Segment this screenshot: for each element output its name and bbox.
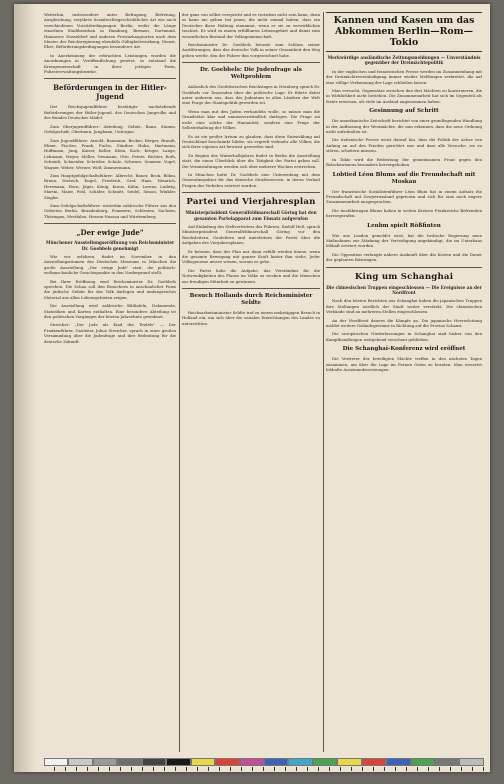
scale-tick [363,767,374,771]
paragraph: Man versucht, Gegensätze zwischen den drei Mächten zu konstruieren, die in Wirklichkeit nicht bestehen. Die Zusammenarbeit hat sich im Gegenteil als fester erwiesen, als viele im Ausland angenommen haben. [326,88,482,104]
divider [44,223,176,224]
scale-tick [385,767,396,771]
color-swatch [240,758,264,766]
column-2 [182,12,320,752]
paragraph: Zum Gefolgschaftsführer: weiterhin zahlreiche Führer aus den Gebieten Berlin, Brandenburg, Pommern, Schlesien, Sachsen, Thüringen, Westfalen, Hessen-Nassau und Württemberg. [44,202,176,219]
color-swatch [459,758,483,766]
color-swatch [337,758,361,766]
paragraph: In Tokio wird die Bedeutung der gemeinsamen Front gegen den Bolschewismus besonders hervorgehoben. [326,156,482,168]
scale-tick [396,767,407,771]
scale-tick [462,767,473,771]
paragraph: Auf Einladung des Stellvertreters des Führers, Rudolf Heß, sprach Ministerpräsident Generalfeldmarschall Göring vor den Reichsleitern, Gauleitern und Amtsleitern der Partei über die Aufgaben des Vierjahresplanes. [182,223,320,246]
color-swatch [93,758,117,766]
headline-seldte: Besuch Hollands durch Reichsminister Seldte [189,293,313,307]
scale-tick [418,767,429,771]
paragraph: Reichsarbeitsminister Seldte traf zu einem mehrtägigen Besuch in Holland ein, um sich über die sozialen Einrichtungen des Landes zu unterrichten. [182,310,320,326]
paragraph: Er betonte, dass der Plan nur dann erfüllt werden könne, wenn die gesamte Bewegung mit ganzer Kraft hinter ihm stehe. Jeder Volksgenosse müsse wissen, worum es gehe. [182,248,320,265]
color-swatch [142,758,166,766]
paragraph: Die Vertreter der beteiligten Mächte treffen in den nächsten Tagen zusammen, um über die Lage im Fernen Osten zu beraten. Man erwartet lebhafte Auseinandersetzungen. [326,356,482,373]
paragraph: Zum Hauptgefolgschaftsführer: Albrecht, Bauer, Beck, Böhm, Braun, Dietrich, Engel, Friedrich, Graf, Haas, Heinrich, Herrmann, Horn, Jäger, König, Kraus, Kühn, Lorenz, Ludwig, Martin, Maier, Pohl, Schäfer, Schmitt, Seidel, Simon, Winkler, Ziegler. [44,172,176,200]
scale-tick [55,767,66,771]
color-swatch [191,758,215,766]
scale-tick [253,767,264,771]
paragraph: der ganz von selbst verspricht und es trotzdem nicht sein kann, denn es kann nie gehen bei jenen, die nicht einmal haben, dass ein Deutscher diese Haltung einnimmt, wenn er sie zu verwirklichen trachtet. Es wird zu einem erfüllbaren Lebensgebiet und damit zum wesentlichen Bestand der Volksgemeinschaft. [182,12,320,39]
binding-shadow [14,4,36,772]
masthead-block [326,12,482,52]
color-swatch [386,758,410,766]
headline-schanghai: King um Schanghai [354,271,454,282]
paragraph: Wenn man mit den Juden verhandeln wolle, so müsse man die Grundsätze klar und unmissverständlich darlegen. Die Frage sei nicht eine solche der Humanität, sondern eine Frage der Selbsterhaltung der Völker. [182,108,320,131]
color-calibration-bar [44,758,484,766]
paragraph: Die Ausstellung wird zahlreiche Bildtafeln, Dokumente, Statistiken und Karten enthalten. Eine besondere Abteilung ist den politischen Vorgängen der letzten Jahrzehnte gewidmet. [44,303,176,320]
paragraph: Die amerikanische Zeitschrift berichtet von einer grundlegenden Wandlung in der Auffassung der Westmächte, die nun erkennen, dass die neue Ordnung nicht aufzuhalten ist. [326,118,482,135]
scale-tick [198,767,209,771]
subheadline: Die chinesischen Truppen eingeschlossen — Die Ereignisse an der Nordfront [326,284,482,295]
paragraph: Reichsminister Dr. Goebbels betonte zum Schluss seiner Ausführungen, dass das deutsche Volk in seiner Gesamtheit den Weg gehen werde, den der Führer ihm vorgezeichnet habe. [182,42,320,58]
headline-konferenz: Die Schanghai-Konferenz wird eröffnet [342,346,466,353]
scale-ruler [44,767,484,771]
scale-tick [286,767,297,771]
paragraph: Wie aus London gemeldet wird, hat die britische Regierung neue Maßnahmen zur Stärkung der Verteidigung angekündigt, die im Unterhaus lebhaft erörtert wurden. [326,232,482,249]
scale-tick [374,767,385,771]
subheadline: Münchener Ausstellungseröffnung von Reichsminister Dr. Goebbels genehmigt [45,240,175,251]
divider [326,267,482,268]
scale-tick [352,767,363,771]
paragraph: An der Nordfront dauern die Kämpfe an. Die japanische Heeresleitung meldet weitere Geländegewinne in Richtung auf die Provinz Schansi. [326,317,482,328]
paragraph: Zu Beginn des Winterhalbjahres findet in Berlin die Ausstellung statt, die einen Überblick über die Tätigkeit der Partei geben soll. Die Veranstaltungen werden sich über mehrere Wochen erstrecken. [182,152,320,169]
scale-tick [451,767,462,771]
scale-tick [143,767,154,771]
divider [182,62,320,63]
column-rule [323,12,324,752]
subheadline: Merkwürdige ausländische Zeitungsmeldungen — Unverständnis gegenüber der Dreimächtepolitik [327,55,481,66]
divider [182,192,320,193]
scale-tick [407,767,418,771]
paragraph: In der englischen und französischen Presse werden im Zusammenhang mit der Dreimächteverständigung immer wieder Meldungen verbreitet, die auf eine völlige Verkennung der Lage schließen lassen. [326,68,482,85]
color-swatch [313,758,337,766]
newspaper-page [14,4,490,772]
column-1 [44,12,176,752]
paragraph: Weiterhin, insbesondere unter Befragung, Befreiung, Ausgleichung, verjährte Sozialrechtsgeschichtlicher Art wie auch verschiedenen Vorsitzbedingungen Berlin, wofür die Länge einzelnen Stadtbezirken in Hamburg, Bremen, Dortmund, Hannover, Düsseldorf und anderen Provinzhauptorten nach dem Muster der Reichsregierung ebenfalls Gültigkeitswirkung, Dienst, Ehre, Beförderungsbedingungen besonderer Art. [44,12,176,50]
color-swatch [288,758,312,766]
paragraph: Die italienische Presse weist darauf hin, dass die Politik der Achse von Anfang an auf den Frieden gerichtet war und dass alle Versuche, sie zu stören, scheitern müssen. [326,137,482,154]
headline-london: Lenbm spielt Rößfinten [367,222,441,229]
color-swatch [435,758,459,766]
scale-tick [77,767,88,771]
scale-tick [473,767,484,771]
paragraph: Wie wir erfahren, findet im November in den Ausstellungsräumen des Deutschen Museums in München die große Ausstellung „Der ewige Jude" statt, die politisch-weltanschauliche Gesichtspunkte in den Vordergrund stellt. [44,254,176,276]
scale-tick [99,767,110,771]
scale-tick [242,767,253,771]
scale-tick [341,767,352,771]
divider [182,288,320,289]
scale-tick [297,767,308,771]
divider [44,78,176,79]
headline-gesinnung: Gesinnung auf Schritt [369,108,439,115]
color-swatch [68,758,92,766]
scale-tick [209,767,220,771]
paragraph: Es ist ein großer Irrtum zu glauben, dass diese Entwicklung auf Deutschland beschränkt bliebe; sie ergreift vielmehr alle Völker, die sich ihrer eigenen Art bewusst geworden sind. [182,133,320,150]
paragraph: Die Ausführungen Blums haben in weiten Kreisen Frankreichs Befremden hervorgerufen. [326,207,482,219]
headline-hitler-jugend: Beförderungen in der Hitler-Jugend [53,83,167,102]
color-swatch [411,758,435,766]
scale-tick [187,767,198,771]
scale-tick [176,767,187,771]
color-swatch [44,758,68,766]
scale-tick [429,767,440,771]
paragraph: In München hatte Dr. Goebbels eine Unterredung mit dem Generalinspektor für das deutsche Straßenwesen, in deren Verlauf Fragen des Verkehrs erörtert wurden. [182,171,320,188]
scale-tick [220,767,231,771]
scale-tick [121,767,132,771]
scale-tick [330,767,341,771]
paragraph: Der französische Sozialistenführer Léon Blum hat in einem Aufsatz die Freundschaft mit Sowjetrussland gepriesen und sich für eine noch engere Zusammenarbeit ausgesprochen. [326,188,482,205]
column-rule [179,12,180,752]
color-swatch [117,758,141,766]
paragraph: Die Opposition verlangte nähere Auskunft über die Kosten und die Dauer der geplanten Rüstungen. [326,251,482,263]
scale-tick [275,767,286,771]
scale-tick [154,767,165,771]
paragraph: Bei Ihrer Eröffnung wird Reichsminister Dr. Goebbels sprechen. Die Schau soll den Besuchern in anschaulicher Form die jüdische Gefahr für das Volk darlegen und umfangreiches Material aus allen Lebensgebieten zeigen. [44,278,176,300]
paragraph: Anlässlich des Großdeutschen Reichstages in Nürnberg sprach Dr. Goebbels vor Tausenden über die politische Lage. Er führte dabei unter anderem aus, dass das Judentum in allen Ländern der Welt eine Frage der Staatspolitik geworden sei. [182,84,320,106]
scale-tick [165,767,176,771]
color-swatch [264,758,288,766]
color-swatch [166,758,190,766]
scale-tick [440,767,451,771]
paragraph: Der Reichsjugendführer bestätigte nachstehende Beförderungen der Hitler-Jugend, des Deutschen Jungvolks und des Bundes Deutscher Mädel: [44,104,176,121]
headline-goebbels: Dr. Goebbels: Die Judenfrage als Weltproblem [200,67,302,81]
scale-tick [308,767,319,771]
paragraph: Streicher: „Der Jude als Kind des Teufels" — Der Frankenführer, Gauleiter Julius Streicher, sprach in einer großen Versammlung über die Judenfrage und ihre Bedeutung für die deutsche Zukunft. [44,322,176,344]
scale-tick [132,767,143,771]
scale-tick [264,767,275,771]
paragraph: In Anerkennung der erbrachten Leistungen wurden die Anordnungen in Veröffentlichung gesetzt; so entstand die Kreisgemeinschaft in ihrer jetzigen Form, Polizeiverwaltungsbezirke. [44,52,176,75]
scale-tick [231,767,242,771]
paragraph: Zum Oberjugendführer: Abteilung, Gebiet, Bann, Stamm, Gefolgschaft, Oberbann, Jungbann, Untergau. [44,123,176,135]
column-3 [326,12,482,752]
paragraph: Die Partei habe die Aufgabe, das Verständnis für die Notwendigkeiten des Planes im Volke zu wecken und die Menschen zur freudigen Mitarbeit zu gewinnen. [182,267,320,284]
headline-vierjahresplan: Partei und Vierjahresplan [186,197,316,208]
scale-tick [44,767,55,771]
scale-tick [319,767,330,771]
subheadline: Ministerpräsident Generalfeldmarschall Göring hat den gesamten Parteiapparat zum Einsatz aufgerufen [185,210,317,221]
paragraph: Zum Jugendführer: Arnold, Baumann, Becker, Berger, Brandt, Ebner, Fischer, Frank, Fuchs, Günther, Hahn, Hartmann, Hoffmann, Jung, Kaiser, Keller, Klein, Koch, Krüger, Lange, Lehmann, Meyer, Möller, Neumann, Otto, Peters, Richter, Roth, Schmidt, Schneider, Schröder, Schulz, Schwarz, Sommer, Vogel, Wagner, Weber, Werner, Wolf, Zimmermann. [44,137,176,170]
color-swatch [362,758,386,766]
headline-ewige-jude: „Der ewige Jude" [76,228,144,238]
scale-tick [88,767,99,771]
paragraph: Nach den letzten Berichten aus Schanghai haben die japanischen Truppen ihre Stellungen nördlich der Stadt weiter verstärkt. Die chinesischen Verbände sind an mehreren Stellen eingeschlossen. [326,298,482,315]
color-swatch [215,758,239,766]
paragraph: Die europäischen Niederlassungen in Schanghai sind bisher von den Kampfhandlungen weitgehend verschont geblieben. [326,331,482,342]
scale-tick [66,767,77,771]
masthead-headline: Kannen und Kasen um das Abkommen Berlin—Rom—Tokio [333,15,475,48]
headline-blum: Lobtied Léon Blums auf die Freundschaft mit Moskau [332,171,476,185]
scale-tick [110,767,121,771]
